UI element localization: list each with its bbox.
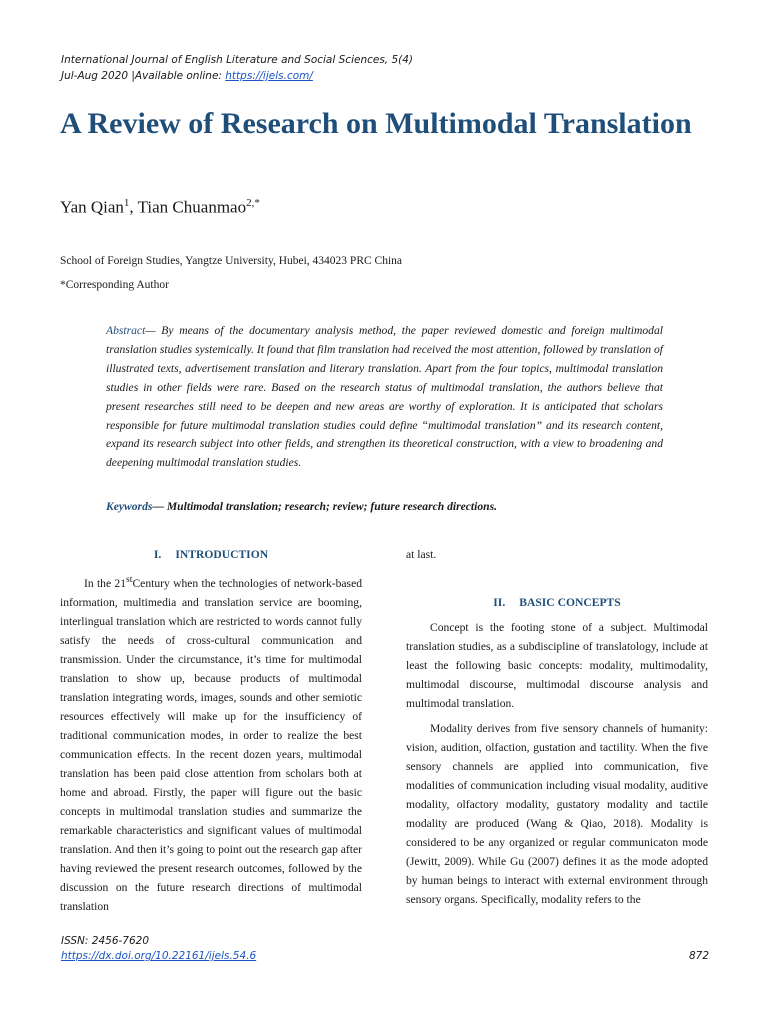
abstract-text: By means of the documentary analysis method, the paper reviewed domestic and foreign multimodal translation studies systemically. It found that film translation had received the most attention, followed by translation of illustrated texts, advertisement translation and literary translation. Apart from the four topics, multimodal translation studies in other fields were rare. Based on the research status of multimodal translation, the authors believe that present researches still need to be deepen and new areas are worthy of exploration. It is anticipated that scholars responsible for future multimodal translation studies could define “multimodal translation” and its research content, expand its research subject into other fields, and strengthen its theoretical construction, with a view to broadening and deepening multimodal translation studies. bbox=[106, 324, 663, 470]
author-2-affiliation-mark: 2,* bbox=[246, 197, 260, 209]
abstract bbox=[106, 322, 663, 473]
author-1: Yan Qian bbox=[60, 197, 124, 217]
introduction-continued: at last. bbox=[406, 548, 437, 561]
corresponding-author-note: *Corresponding Author bbox=[60, 279, 169, 291]
journal-header bbox=[61, 52, 661, 84]
keywords-label: Keywords bbox=[106, 500, 153, 513]
keywords-text: Multimodal translation; research; review; future research directions. bbox=[166, 500, 497, 513]
author-separator: , bbox=[129, 197, 138, 217]
author-list bbox=[60, 191, 260, 220]
intro-text-start: In the 21 bbox=[84, 576, 126, 590]
author-2: Tian Chuanmao bbox=[137, 197, 247, 217]
abstract-dash: — bbox=[145, 324, 162, 337]
page-number: 872 bbox=[688, 950, 709, 962]
basic-concepts-paragraph-1: Concept is the footing stone of a subject. Multimodal translation studies, as a subdiscipline of translatology, include at least the following basic concepts: modality, multimodality, multimodal discourse, multimodal discourse analysis and multimodal translation. bbox=[406, 621, 708, 710]
author-1-affiliation-mark: 1 bbox=[123, 197, 130, 209]
section-number: II. bbox=[493, 596, 506, 609]
introduction-paragraph bbox=[60, 570, 362, 916]
issue-line bbox=[61, 68, 661, 84]
issue-prefix: Jul-Aug 2020 |Available online: bbox=[61, 70, 226, 82]
keywords bbox=[106, 498, 663, 516]
right-column bbox=[406, 545, 708, 909]
doi-link[interactable]: https://dx.doi.org/10.22161/ijels.54.6 bbox=[61, 950, 257, 962]
page-footer bbox=[61, 934, 709, 964]
journal-name: International Journal of English Literature and Social Sciences, 5(4) bbox=[61, 54, 414, 66]
abstract-label: Abstract bbox=[106, 324, 146, 337]
paper-title: A Review of Research on Multimodal Translation bbox=[60, 107, 692, 140]
section-title: BASIC CONCEPTS bbox=[519, 596, 621, 609]
issn: ISSN: 2456-7620 bbox=[61, 935, 150, 947]
basic-concepts-paragraph-2: Modality derives from five sensory channels of humanity: vision, audition, olfaction, gustation and tactility. When the five sensory channels are applied into communication, five modalities of communication including visual modality, auditive modality, olfactory modality, gustatory modality and tactile modality are produced (Wang & Qiao, 2018). Modality is considered to be any organized or regular communicaton mode (Jewitt, 2009). While Gu (2007) defines it as the mode adopted by human beings to interact with external environment through sensory organs. Specifically, modality refers to the bbox=[406, 722, 708, 906]
section-heading-introduction bbox=[60, 545, 362, 564]
journal-url-link[interactable]: https://ijels.com/ bbox=[225, 70, 313, 82]
left-column bbox=[60, 545, 362, 916]
section-heading-basic-concepts bbox=[406, 593, 708, 612]
affiliation: School of Foreign Studies, Yangtze University, Hubei, 434023 PRC China bbox=[60, 255, 403, 267]
intro-text-rest: Century when the technologies of network-based information, multimedia and translation service are booming, interlingual translation which are restricted to words cannot fully satisfy the needs of cross-cultural communication and transmission. Under the circumstance, it’s time for multimodal translation to show up, because products of multimodal translation integrating words, images, sounds and other semiotic resources effectively will make up for the insufficiency of traditional communication modes, in order to realize the best communication effects. In the recent dozen years, multimodal translation has been paid close attention from scholars both at home and abroad. Firstly, the paper will figure out the basic concepts in multimodal translation studies and summarize the remarkable characteristics and significant values of multimodal translation. And then it’s going to point out the research gap after having reviewed the present research outcomes, followed by the discussion on the future research directions of multimodal translation bbox=[60, 576, 363, 913]
ordinal-suffix: st bbox=[126, 574, 133, 585]
keywords-dash: — bbox=[152, 500, 167, 513]
section-number: I. bbox=[153, 548, 162, 561]
section-title: INTRODUCTION bbox=[175, 548, 269, 561]
